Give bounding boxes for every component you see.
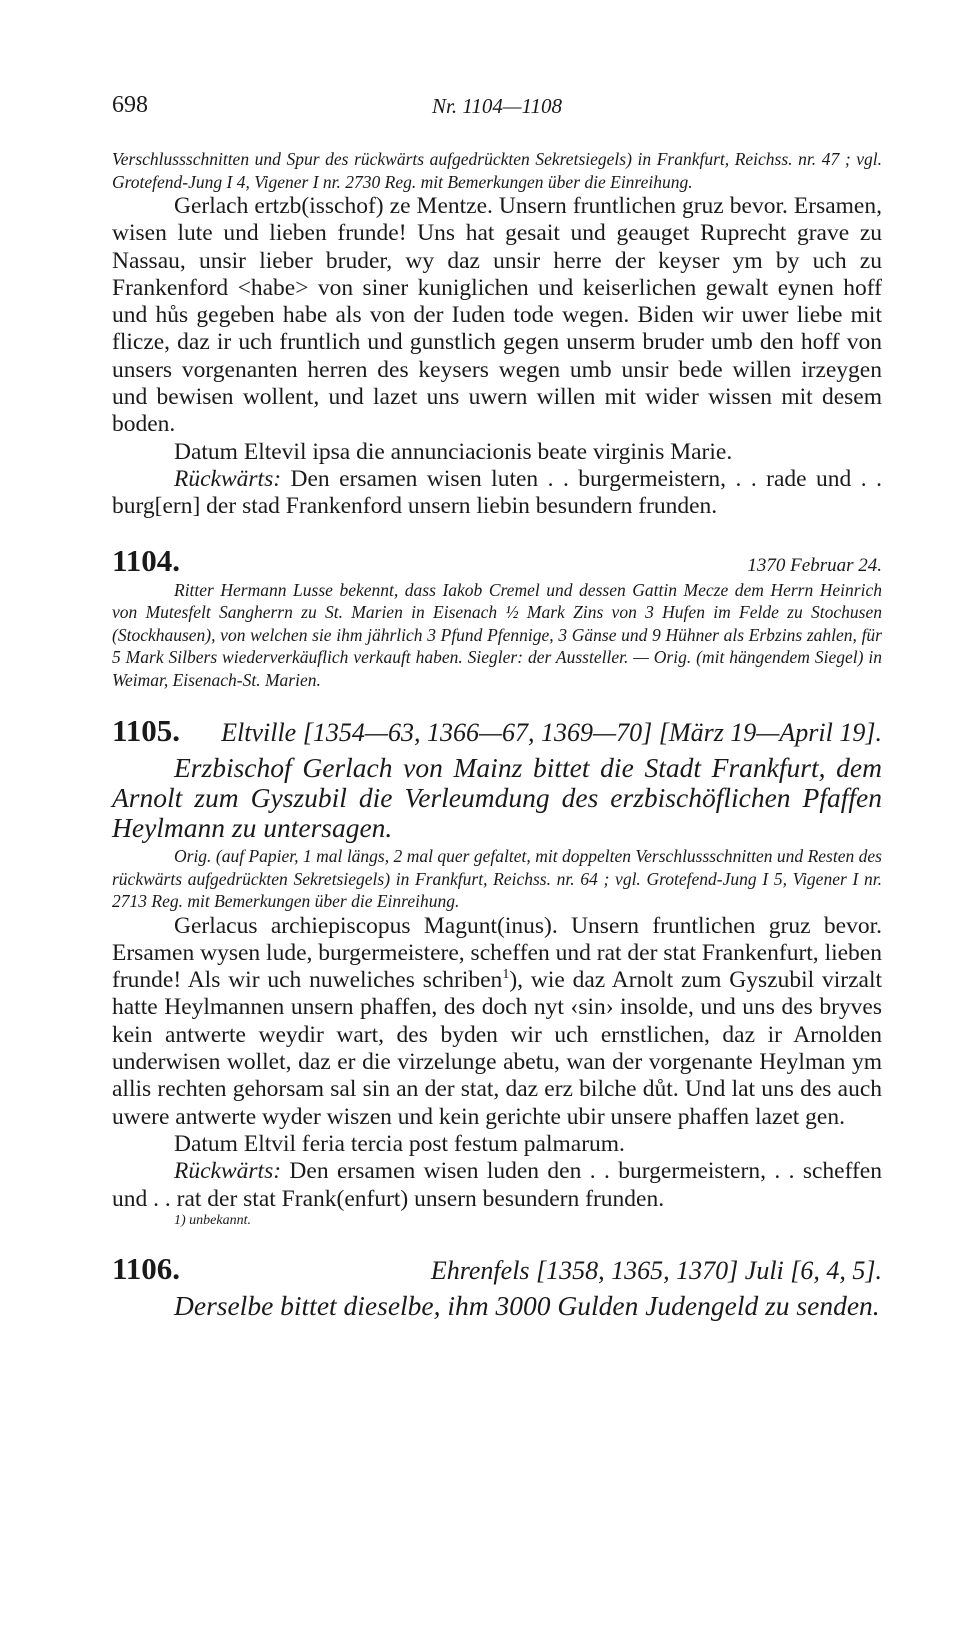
- entry-1105-note: Orig. (auf Papier, 1 mal längs, 2 mal quer gefaltet, mit doppelten Verschlussschnitten und Resten des rückwärts aufgedrückten Sekretsiegels) in Frankfurt, Reichss. nr. 64 ; vgl. Grotefend-Jung I 5, Vigener I nr. 2713 Reg. mit Bemerkungen über die Einreihung.: [112, 846, 882, 912]
- endorsement-text: Den ersamen wisen luden den . . burgermeistern, . . scheffen und . . rat der stat Frank(enfurt) unsern besundern frunden.: [112, 1158, 882, 1212]
- page-number: 698: [112, 92, 148, 118]
- endorsement-text: Den ersamen wisen luten . . burgermeistern, . . rade und . . burg[ern] der stad Frankenford unsern liebin besundern frunden.: [112, 465, 882, 520]
- entry-date: 1370 Februar 24.: [747, 554, 882, 576]
- running-title: Nr. 1104—1108: [432, 94, 562, 118]
- endorsement-label: Rückwärts:: [174, 1158, 282, 1185]
- endorsement-label: Rückwärts:: [174, 465, 282, 492]
- letter-part-b: ), wie daz Arnolt zum Gyszubil virzalt hatte Heylmannen unsern phaffen, des doch nyt ‹sin› insolde, und uns des bryves kein antwerte weydir wart, des byden wir uch ernstlichen, daz ir Arnolden underwisen wollet, daz er die virzelunge abetu, wan der vorgenante Heylman ym allis rechten gehorsam sal sin an der stat, daz erz bilche důt. Und lat uns des auch uwere antwerte wyder wiszen und kein gerichte ubir unsere phaffen lazet gen.: [112, 967, 883, 1130]
- entry-1105-title: Erzbischof Gerlach von Mainz bittet die Stadt Frankfurt, dem Arnolt zum Gyszubil die Verleumdung des erzbischöflichen Pfaffen Heylmann zu untersagen.: [112, 752, 882, 844]
- entry-1105-datum: Datum Eltvil feria tercia post festum palmarum.: [174, 1130, 625, 1157]
- entry-date: Eltville [1354—63, 1366—67, 1369—70] [März 19—April 19].: [221, 718, 882, 748]
- datum-line-top: Datum Eltevil ipsa die annunciacionis beate virginis Marie.: [174, 438, 733, 465]
- entry-number: 1105.: [112, 713, 181, 749]
- entry-1106-title: Derselbe bittet dieselbe, ihm 3000 Gulden Judengeld zu senden.: [174, 1289, 880, 1321]
- entry-number: 1106.: [112, 1250, 181, 1286]
- letter-text-top: Gerlach ertzb(isschof) ze Mentze. Unsern fruntlichen gruz bevor. Ersamen, wisen lute und lieben frunde! Uns hat gesait und geauget Ruprecht grave zu Nassau, unsir lieber bruder, wy daz unsir herre der keyser ym by uch zu Frankenford <habe> von siner kuniglichen und keiserlichen gewalt eynen hoff und hůs gegeben habe als von der Iuden tode wegen. Biden wir uwer liebe mit flicze, daz ir uch fruntlich und gunstlich gegen unserm bruder umb den hoff von unsers vorgenanten herren des keysers wegen umb unsir bede willen irzeygen und bewisen wollent, und lazet uns uwern willen mit wider wissen mit desem boden.: [112, 193, 882, 438]
- entry-date: Ehrenfels [1358, 1365, 1370] Juli [6, 4, 5].: [430, 1255, 882, 1285]
- endorsement-top: [112, 466, 882, 521]
- page-content: [112, 148, 882, 1323]
- entry-1104-heading: [112, 543, 882, 579]
- entry-1104-regest: Ritter Hermann Lusse bekennt, dass Iakob Cremel und dessen Gattin Mecze dem Herrn Heinrich von Mutesfelt Sangherrn zu St. Marien in Eisenach ½ Mark Zins von 3 Hufen im Felde zu Stochusen (Stockhausen), von welchen sie ihm jährlich 3 Pfund Pfennige, 3 Gänse und 9 Hühner als Erbzins zahlen, für 5 Mark Silbers wiederverkäuflich verkauft haben. Siegler: der Aussteller. — Orig. (mit hängendem Siegel) in Weimar, Eisenach-St. Marien.: [112, 579, 882, 690]
- letter-part-a: Gerlacus archiepiscopus Magunt(inus). Unsern fruntlichen gruz bevor. Ersamen wysen lude, burgermeistere, scheffen und rat der stat Frankenfurt, lieben frunde! Als wir uch nuweliches schriben: [112, 912, 882, 994]
- entry-number: 1104.: [112, 542, 181, 578]
- footnote: 1) unbekannt.: [174, 1212, 251, 1228]
- entry-1105-endorsement: [112, 1158, 882, 1213]
- entry-1105-letter: [112, 913, 882, 1131]
- entry-1106-heading: [112, 1251, 882, 1287]
- entry-1105-heading: [112, 713, 882, 749]
- archival-note-top: Verschlussschnitten und Spur des rückwärts aufgedrückten Sekretsiegels) in Frankfurt, Reichss. nr. 47 ; vgl. Grotefend-Jung I 4, Vigener I nr. 2730 Reg. mit Bemerkungen über die Einreihung.: [112, 149, 882, 192]
- footnote-marker: 1: [502, 967, 510, 983]
- page-header: [112, 92, 882, 122]
